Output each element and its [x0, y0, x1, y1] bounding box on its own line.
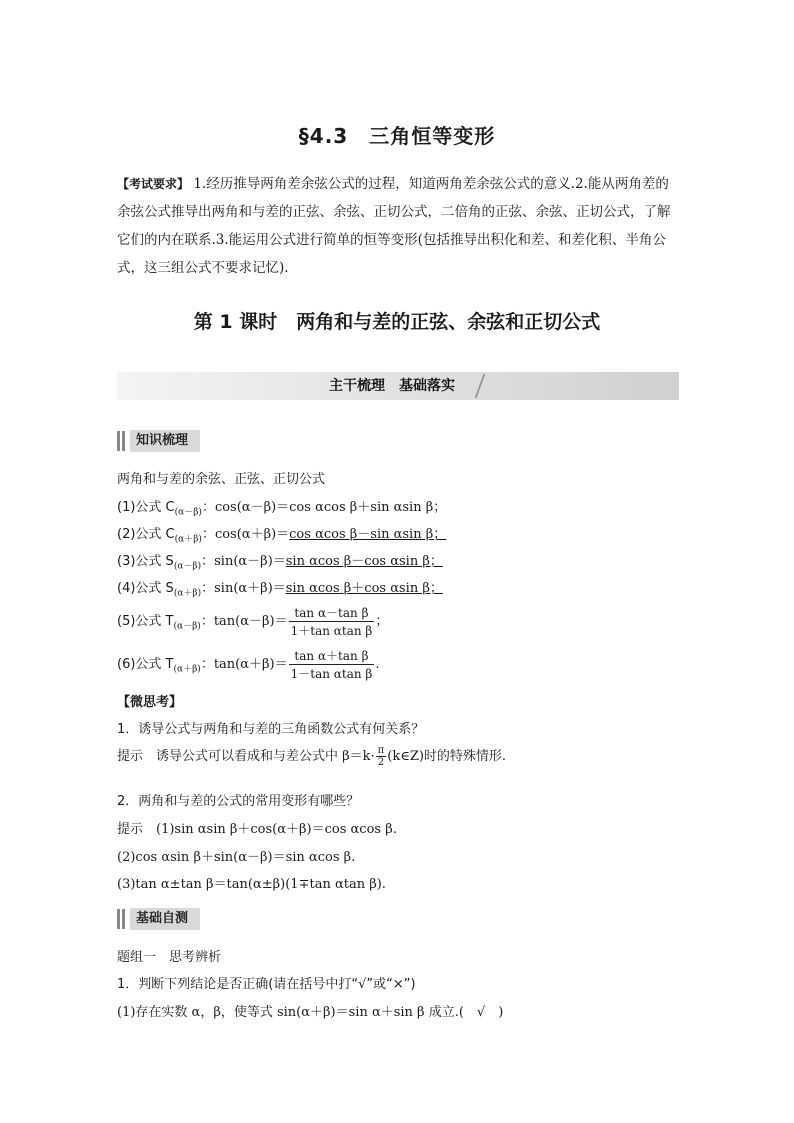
think-answer-2-line-2: (2)cos αsin β＋sin(α－β)＝sin αcos β. [117, 850, 356, 865]
think-question-1: 1．诱导公式与两角和与差的三角函数公式有何关系？ [117, 722, 425, 737]
think-tag: 【微思考】 [117, 695, 183, 710]
question-group-1: 题组一 思考辨析 [117, 950, 222, 965]
think-answer-2-line-3: (3)tan α±tan β＝tan(α±β)(1∓tan αtan β). [117, 877, 386, 892]
formula-s-plus-answer: sin αcos β＋cos αsin β； [285, 581, 443, 596]
selftest-heading-label: 基础自测 [130, 908, 200, 930]
exam-requirements [117, 170, 679, 282]
heading-bars-icon [117, 909, 125, 929]
formula-s-minus: (3)公式 $S_{(\alpha-\beta)}$：sin(α－β)＝sin αcos β－cos αsin β； [117, 554, 443, 572]
formula-t-plus: (6)公式 $T_{(\alpha+\beta)}$：tan(α＋β)＝ $\frac{\text{tan α＋tan β}}{\text{1－tan αtan β}}$ . [117, 649, 380, 681]
knowledge-heading-label: 知识梳理 [130, 430, 200, 452]
formula-c-plus-answer: cos αcos β－sin αsin β； [289, 527, 447, 542]
heading-bars-icon [117, 431, 125, 451]
formula-t-plus-fraction: $\frac{\text{tan α＋tan β}}{\text{1－tan αtan β}}$ [290, 649, 373, 681]
selftest-question-1: 1．判断下列结论是否正确(请在括号中打“√”或“×”) [117, 977, 416, 992]
requirements-tag: 【考试要求】 [117, 177, 190, 191]
formula-s-plus: (4)公式 $S_{(\alpha+\beta)}$：sin(α＋β)＝sin αcos β＋cos αsin β； [117, 581, 443, 599]
requirements-text: 1.经历推导两角差余弦公式的过程，知道两角差余弦公式的意义.2.能从两角差的余弦公式推导出两角和与差的正弦、余弦、正切公式，二倍角的正弦、余弦、正切公式，了解它们的内在联系.3.能运用公式进行简单的恒等变形(包括推导出积化和差、和差化积、半角公式，这三组公式不要求记忆). [117, 176, 671, 276]
section-banner [117, 372, 679, 400]
formula-c-minus: (1)公式 $C_{(\alpha-\beta)}$：cos(α－β)＝cos αcos β＋sin αsin β； [117, 500, 447, 518]
banner-label: 主干梳理 基础落实 [329, 378, 455, 394]
knowledge-heading [117, 430, 200, 452]
think-answer-1: 提示 诱导公式可以看成和与差公式中 β＝k· $\frac{\pi}{2}$ (k∈Z)时的特殊情形. [117, 745, 507, 768]
think-question-2: 2．两角和与差的公式的常用变形有哪些？ [117, 794, 360, 809]
lesson-title: 第 1 课时 两角和与差的正弦、余弦和正切公式 [193, 311, 601, 333]
formula-t-minus: (5)公式 $T_{(\alpha-\beta)}$：tan(α－β)＝ $\frac{\text{tan α－tan β}}{\text{1＋tan αtan β}}$ ； [117, 606, 389, 638]
banner-slash-decoration [475, 374, 486, 398]
selftest-item-1: (1)存在实数 α，β，使等式 sin(α＋β)＝sin α＋sin β 成立.( √ ) [117, 1005, 504, 1020]
formula-t-minus-fraction: $\frac{\text{tan α－tan β}}{\text{1＋tan αtan β}}$ [290, 606, 373, 638]
think-answer-2-line-1: 提示 (1)sin αsin β＋cos(α＋β)＝cos αcos β. [117, 822, 397, 837]
pi-over-2-fraction: $\frac{\pi}{2}$ [377, 745, 385, 768]
selftest-heading [117, 908, 200, 930]
formula-c-minus-rhs: cos αcos β＋sin αsin β； [289, 500, 447, 515]
knowledge-intro: 两角和与差的余弦、正弦、正切公式 [117, 472, 326, 487]
section-title: §4.3 三角恒等变形 [298, 124, 496, 148]
formula-s-minus-answer: sin αcos β－cos αsin β； [285, 554, 443, 569]
formula-c-plus: (2)公式 $C_{(\alpha+\beta)}$：cos(α＋β)＝cos αcos β－sin αsin β； [117, 527, 447, 545]
